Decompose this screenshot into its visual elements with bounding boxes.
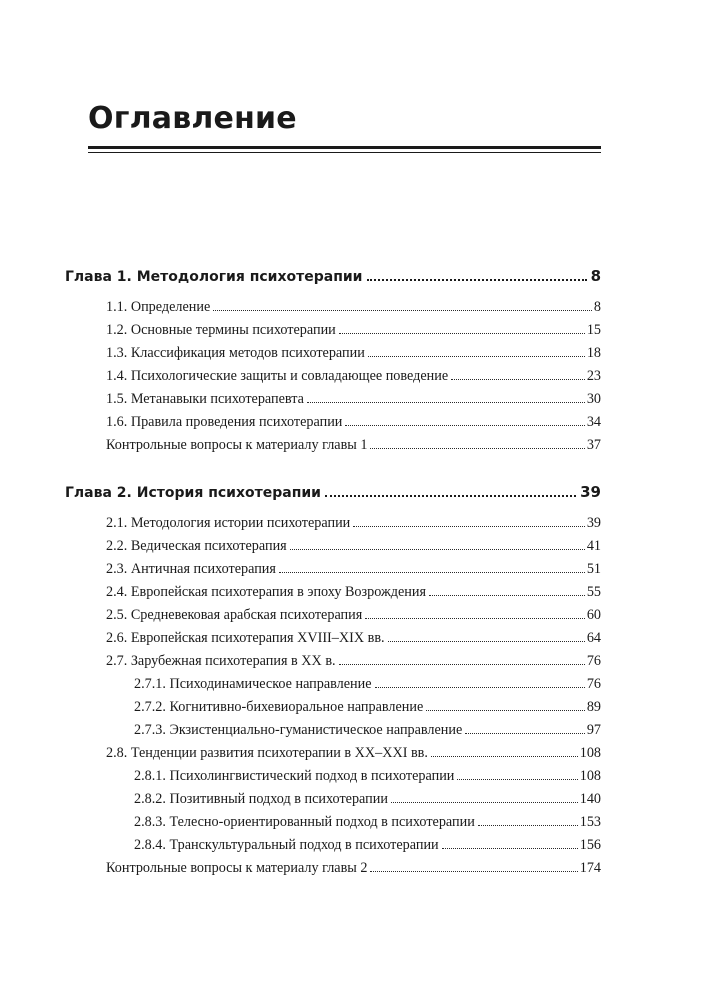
entry-title: Средневековая арабская психотерапия xyxy=(130,607,363,623)
toc-entry[interactable] xyxy=(65,834,601,857)
toc-entry[interactable] xyxy=(65,512,601,535)
dot-leader xyxy=(426,710,585,711)
entry-title: Экзистенциально-гуманистическое направление xyxy=(169,722,463,738)
entry-number: 2.8.3. xyxy=(134,814,166,830)
toc-entry[interactable] xyxy=(65,388,601,411)
entry-page: 108 xyxy=(579,768,601,784)
dot-leader xyxy=(375,687,585,688)
dot-leader xyxy=(457,779,577,780)
entry-page: 64 xyxy=(586,630,601,646)
entry-title: Тенденции развития психотерапии в XX–XXI вв. xyxy=(130,745,428,761)
entry-title: Транскультуральный подход в психотерапии xyxy=(169,837,439,853)
dot-leader xyxy=(391,802,578,803)
toc-entry[interactable] xyxy=(65,604,601,627)
entry-number: 2.3. xyxy=(106,561,128,577)
dot-leader xyxy=(370,871,577,872)
entry-page: 140 xyxy=(579,791,601,807)
entry-title: Основные термины психотерапии xyxy=(130,322,336,338)
entry-page: 15 xyxy=(586,322,601,338)
toc-chapter-1[interactable] xyxy=(65,260,601,292)
toc-entry[interactable] xyxy=(65,719,601,742)
entry-page: 39 xyxy=(586,515,601,531)
entry-title: Психолингвистический подход в психотерапии xyxy=(169,768,455,784)
entry-page: 37 xyxy=(586,437,601,453)
title-rule-thin xyxy=(88,152,601,153)
entry-title: Зарубежная психотерапия в XX в. xyxy=(130,653,336,669)
chapter-number: Глава 2. xyxy=(65,485,132,501)
entry-page: 55 xyxy=(586,584,601,600)
dot-leader xyxy=(478,825,578,826)
toc-entry[interactable] xyxy=(65,558,601,581)
entry-title: Метанавыки психотерапевта xyxy=(130,391,304,407)
entry-page: 41 xyxy=(586,538,601,554)
entry-page: 153 xyxy=(579,814,601,830)
toc-entry[interactable] xyxy=(65,342,601,365)
entry-number: 2.8.2. xyxy=(134,791,166,807)
entry-number: 2.7.1. xyxy=(134,676,166,692)
toc-entry[interactable] xyxy=(65,319,601,342)
entry-page: 51 xyxy=(586,561,601,577)
dot-leader xyxy=(307,402,585,403)
entry-page: 89 xyxy=(586,699,601,715)
entry-title: Классификация методов психотерапии xyxy=(130,345,365,361)
chapter-page: 8 xyxy=(590,267,601,285)
entry-number: 1.5. xyxy=(106,391,128,407)
dot-leader xyxy=(367,279,587,281)
dot-leader xyxy=(339,333,585,334)
entry-title: Позитивный подход в психотерапии xyxy=(169,791,388,807)
toc-entry[interactable] xyxy=(65,411,601,434)
toc-entry[interactable] xyxy=(65,811,601,834)
entry-number: 2.7.3. xyxy=(134,722,166,738)
entry-page: 76 xyxy=(586,676,601,692)
chapter-title: Методология психотерапии xyxy=(136,269,363,285)
entry-number: 2.4. xyxy=(106,584,128,600)
entry-title: Ведическая психотерапия xyxy=(130,538,287,554)
entry-page: 174 xyxy=(579,860,601,876)
dot-leader xyxy=(370,448,584,449)
page-title: Оглавление xyxy=(88,101,297,136)
entry-title: Контрольные вопросы к материалу главы 2 xyxy=(106,860,368,876)
entry-number: 1.6. xyxy=(106,414,128,430)
entry-page: 30 xyxy=(586,391,601,407)
entry-page: 76 xyxy=(586,653,601,669)
toc-entry[interactable] xyxy=(65,434,601,457)
toc-entry[interactable] xyxy=(65,673,601,696)
dot-leader xyxy=(339,664,585,665)
entry-title: Психологические защиты и совладающее поведение xyxy=(130,368,449,384)
entry-title: Когнитивно-бихевиоральное направление xyxy=(169,699,424,715)
entry-number: 2.2. xyxy=(106,538,128,554)
entry-page: 108 xyxy=(579,745,601,761)
dot-leader xyxy=(345,425,584,426)
entry-number: 1.4. xyxy=(106,368,128,384)
entry-title: Психодинамическое направление xyxy=(169,676,372,692)
toc-chapter-2[interactable] xyxy=(65,476,601,508)
dot-leader xyxy=(365,618,585,619)
dot-leader xyxy=(290,549,585,550)
entry-title: Определение xyxy=(130,299,211,315)
entry-number: 2.8. xyxy=(106,745,128,761)
entry-number: 1.2. xyxy=(106,322,128,338)
entry-page: 97 xyxy=(586,722,601,738)
toc-entry[interactable] xyxy=(65,365,601,388)
dot-leader xyxy=(442,848,578,849)
dot-leader xyxy=(465,733,585,734)
dot-leader xyxy=(451,379,585,380)
entry-number: 2.1. xyxy=(106,515,128,531)
entry-page: 156 xyxy=(579,837,601,853)
toc-entry[interactable] xyxy=(65,765,601,788)
toc-entry[interactable] xyxy=(65,627,601,650)
entry-title: Правила проведения психотерапии xyxy=(130,414,343,430)
chapter-page: 39 xyxy=(580,483,601,501)
toc-entry[interactable] xyxy=(65,742,601,765)
entry-number: 2.8.1. xyxy=(134,768,166,784)
entry-title: Европейская психотерапия в эпоху Возрождения xyxy=(130,584,426,600)
dot-leader xyxy=(353,526,585,527)
toc-entry[interactable] xyxy=(65,535,601,558)
toc-entry[interactable] xyxy=(65,788,601,811)
entry-number: 1.1. xyxy=(106,299,128,315)
dot-leader xyxy=(213,310,592,311)
entry-title: Контрольные вопросы к материалу главы 1 xyxy=(106,437,368,453)
dot-leader xyxy=(325,495,576,497)
dot-leader xyxy=(431,756,578,757)
toc-entry[interactable] xyxy=(65,857,601,880)
entry-number: 2.5. xyxy=(106,607,128,623)
entry-title: Европейская психотерапия XVIII–XIX вв. xyxy=(130,630,385,646)
entry-number: 2.6. xyxy=(106,630,128,646)
entry-page: 60 xyxy=(586,607,601,623)
toc-entry[interactable] xyxy=(65,696,601,719)
entry-page: 18 xyxy=(586,345,601,361)
entry-title: Античная психотерапия xyxy=(130,561,276,577)
entry-title: Телесно-ориентированный подход в психотерапии xyxy=(169,814,475,830)
dot-leader xyxy=(279,572,585,573)
table-of-contents xyxy=(65,260,601,880)
entry-number: 2.7.2. xyxy=(134,699,166,715)
entry-number: 1.3. xyxy=(106,345,128,361)
entry-title: Методология истории психотерапии xyxy=(130,515,351,531)
entry-page: 8 xyxy=(593,299,601,315)
chapter-number: Глава 1. xyxy=(65,269,132,285)
entry-number: 2.7. xyxy=(106,653,128,669)
entry-page: 34 xyxy=(586,414,601,430)
entry-page: 23 xyxy=(586,368,601,384)
dot-leader xyxy=(429,595,585,596)
title-rule-thick xyxy=(88,146,601,149)
entry-number: 2.8.4. xyxy=(134,837,166,853)
dot-leader xyxy=(388,641,585,642)
toc-entry[interactable] xyxy=(65,581,601,604)
toc-entry[interactable] xyxy=(65,296,601,319)
toc-entry[interactable] xyxy=(65,650,601,673)
chapter-title: История психотерапии xyxy=(136,485,321,501)
dot-leader xyxy=(368,356,585,357)
